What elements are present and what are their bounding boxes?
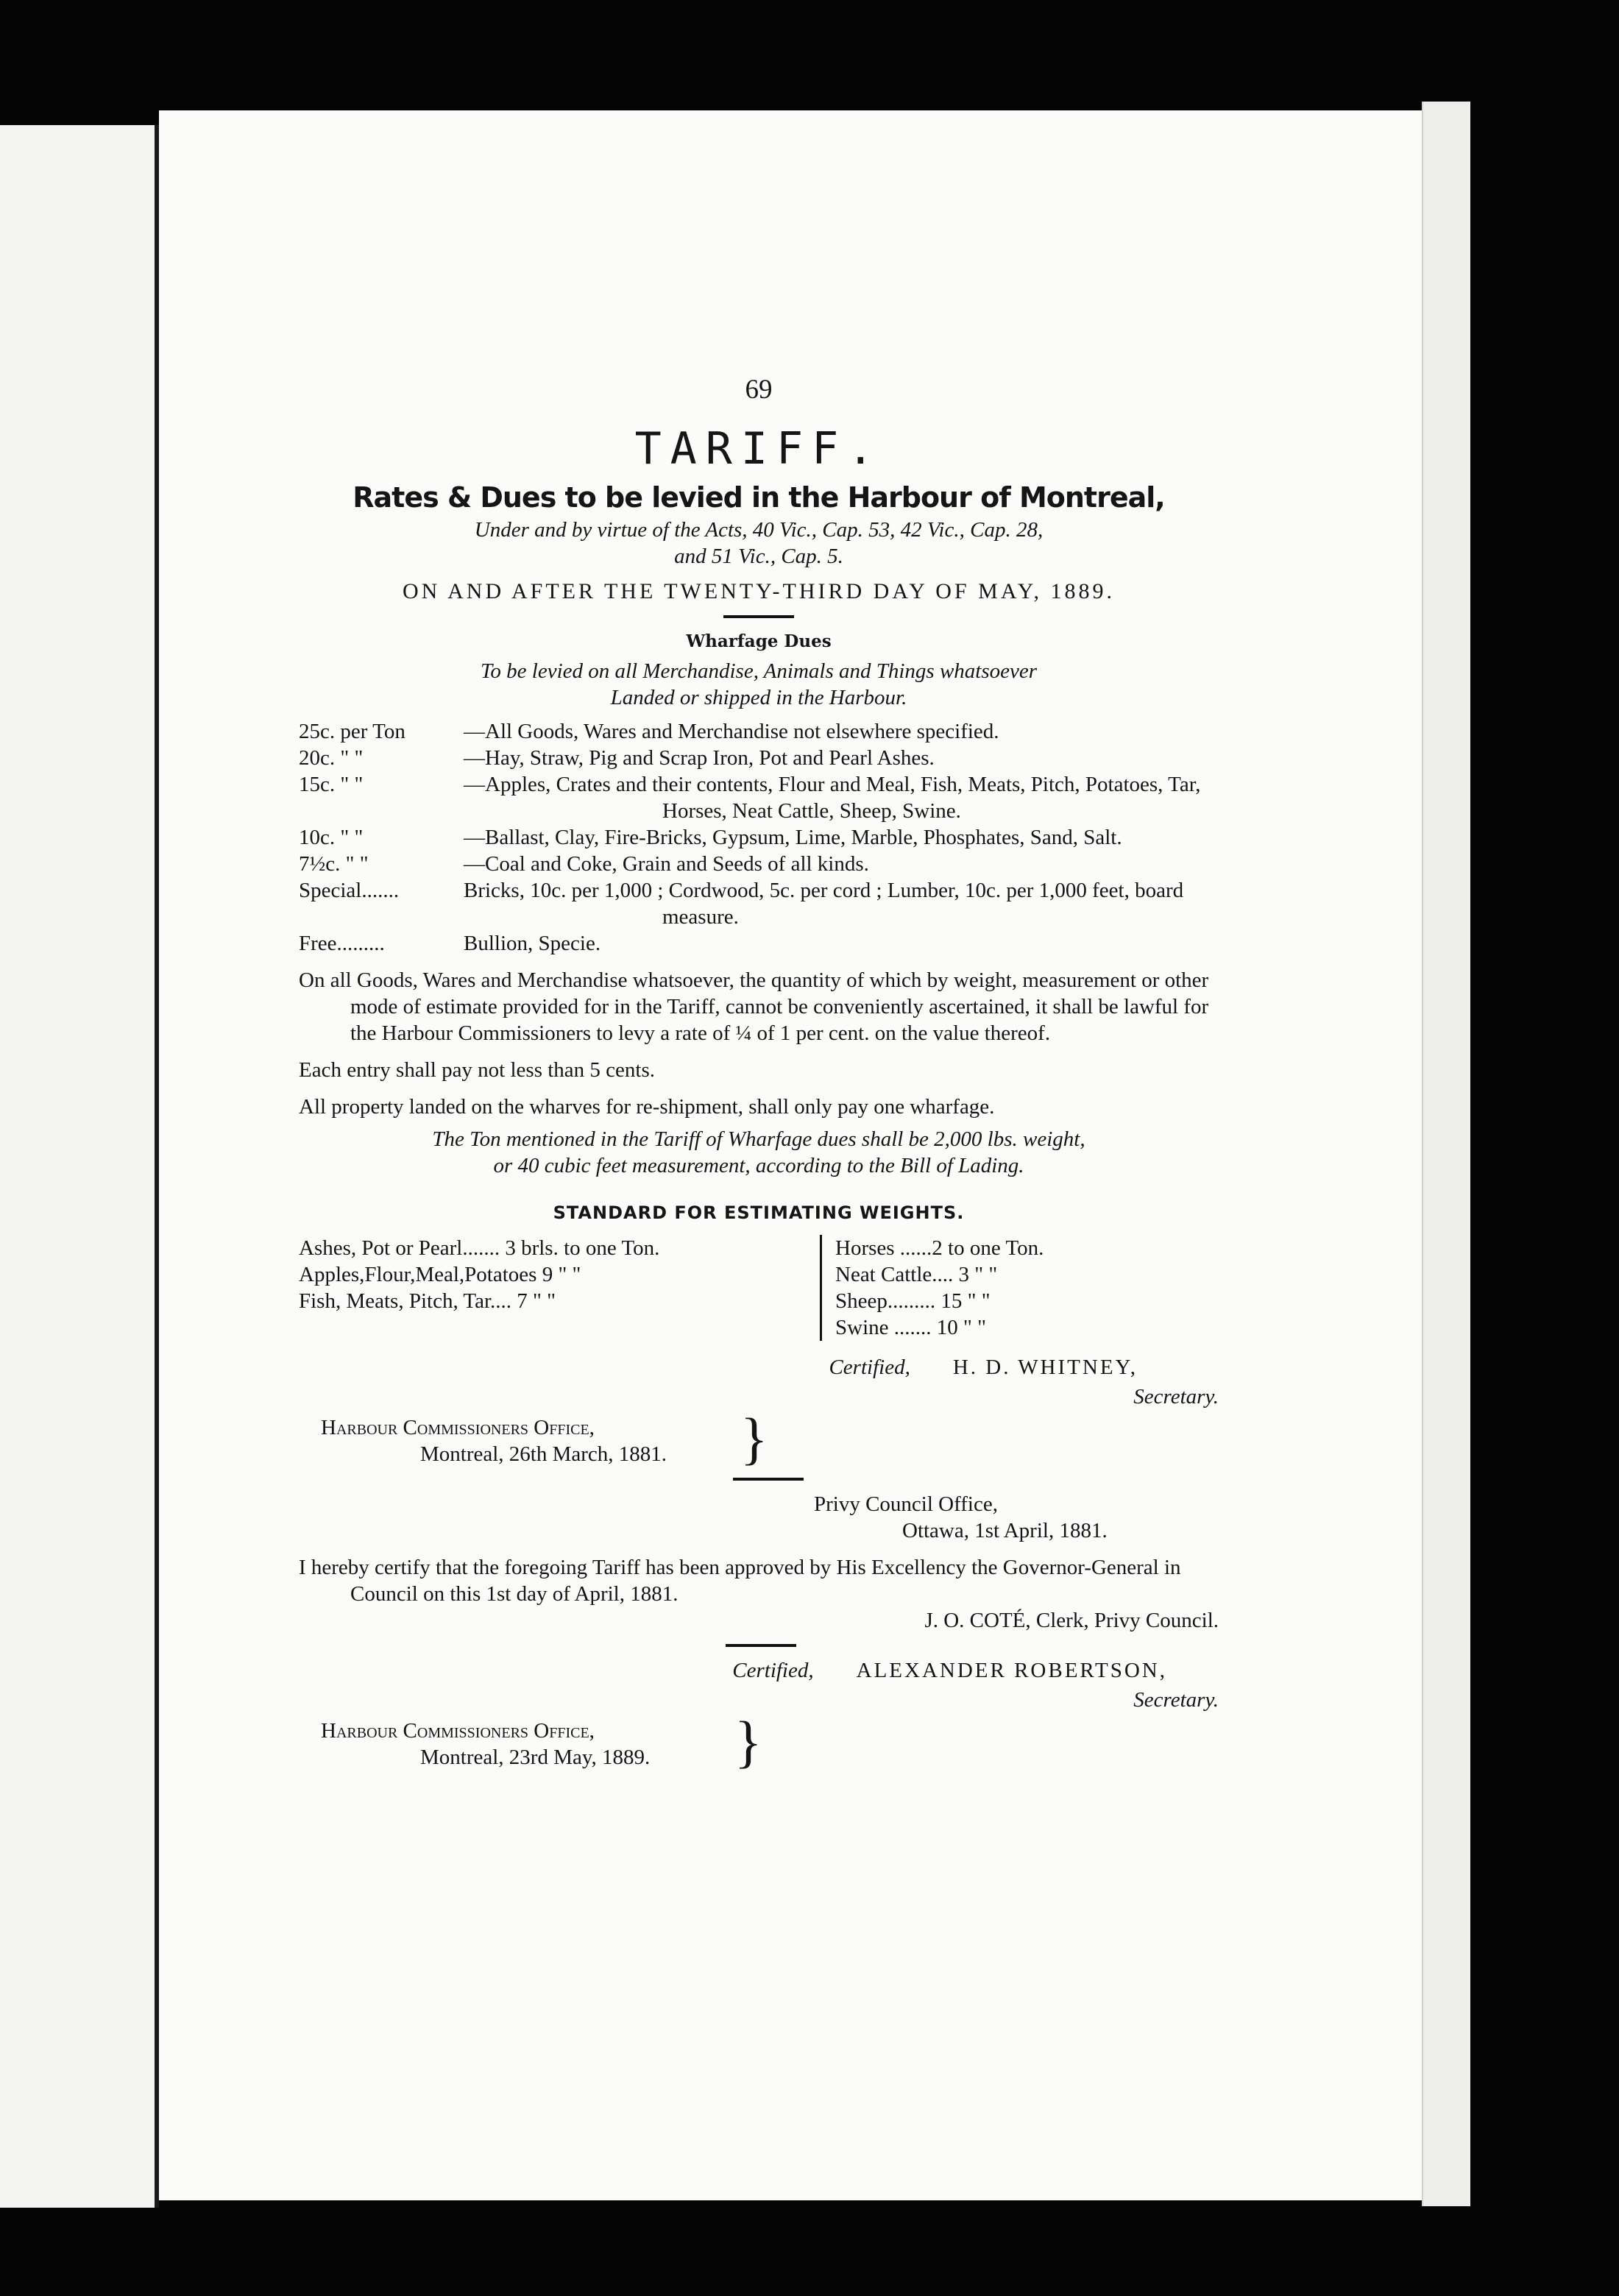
clerk-signature: J. O. COTÉ, Clerk, Privy Council. — [924, 1609, 1219, 1632]
rate-row — [299, 877, 1219, 930]
wharfage-subtitle-2: Landed or shipped in the Harbour. — [610, 686, 907, 709]
rates-list — [299, 718, 1219, 957]
standard-row: Sheep......... 15 " " — [835, 1289, 991, 1313]
divider — [723, 615, 794, 618]
privy-office-date: Ottawa, 1st April, 1881. — [902, 1519, 1108, 1542]
brace-symbol: } — [740, 1406, 768, 1470]
standard-row: Apples,Flour,Meal,Potatoes 9 " " — [299, 1263, 581, 1286]
rate-row — [299, 930, 1219, 957]
rate-description: —Coal and Coke, Grain and Seeds of all kinds. — [464, 852, 869, 876]
rate-description: —Ballast, Clay, Fire-Bricks, Gypsum, Lime, Marble, Phosphates, Sand, Salt. — [464, 826, 1122, 849]
rate-description: —Hay, Straw, Pig and Scrap Iron, Pot and Pearl Ashes. — [464, 746, 935, 770]
standard-weights-table — [299, 1235, 1219, 1341]
rate-description: Bricks, 10c. per 1,000 ; Cordwood, 5c. per cord ; Lumber, 10c. per 1,000 feet, board measure. — [464, 879, 1184, 929]
rate-amount: 7½c. " " — [299, 852, 369, 876]
certified-label: Certified, — [732, 1659, 814, 1682]
rate-row — [299, 745, 1219, 771]
ton-note-2: or 40 cubic feet measurement, according to the Bill of Lading. — [493, 1154, 1024, 1177]
main-heading: Rates & Dues to be levied in the Harbour of Montreal, — [353, 481, 1165, 514]
rate-amount: Special....... — [299, 879, 400, 902]
certification-2 — [299, 1657, 1219, 1684]
office-date: Montreal, 23rd May, 1889. — [420, 1746, 651, 1769]
acts-line-2: and 51 Vic., Cap. 5. — [674, 545, 843, 568]
standard-row: Ashes, Pot or Pearl....... 3 brls. to one Ton. — [299, 1236, 660, 1260]
rate-description: —All Goods, Wares and Merchandise not elsewhere specified. — [464, 720, 999, 743]
rate-amount: 20c. " " — [299, 746, 364, 770]
reshipment-paragraph: All property landed on the wharves for re-shipment, shall only pay one wharfage. — [299, 1095, 995, 1119]
standard-row: Swine ....... 10 " " — [835, 1316, 986, 1339]
certified-label: Certified, — [829, 1356, 910, 1379]
rate-row — [299, 851, 1219, 877]
page-title: TARIFF. — [634, 423, 883, 475]
left-page-edge — [0, 125, 159, 2208]
office-block-1 — [299, 1406, 1219, 1470]
rate-row — [299, 718, 1219, 745]
standard-row: Horses ......2 to one Ton. — [835, 1236, 1044, 1260]
rate-amount: 10c. " " — [299, 826, 364, 849]
rate-amount: Free......... — [299, 932, 385, 955]
standard-left-column — [299, 1235, 820, 1341]
page-content — [299, 375, 1219, 1774]
certification-paragraph: I hereby certify that the foregoing Tariff has been approved by His Excellency the Governor-General in Council on this 1st day of April, 1881. — [299, 1556, 1181, 1606]
wharfage-title: Wharfage Dues — [686, 631, 832, 651]
rate-description: Bullion, Specie. — [464, 932, 601, 955]
page-number: 69 — [745, 375, 773, 405]
signatory-role: Secretary. — [1133, 1385, 1219, 1409]
document-page — [159, 110, 1422, 2200]
divider — [726, 1644, 796, 1647]
signatory-name: H. D. WHITNEY, — [952, 1356, 1138, 1379]
signatory-role: Secretary. — [1133, 1688, 1219, 1712]
standard-row: Neat Cattle.... 3 " " — [835, 1263, 998, 1286]
office-date: Montreal, 26th March, 1881. — [420, 1442, 667, 1466]
certification-1 — [299, 1354, 1219, 1381]
rate-description: —Apples, Crates and their contents, Flour and Meal, Fish, Meats, Pitch, Potatoes, Tar, Horses, Neat Cattle, Sheep, Swine. — [464, 773, 1201, 823]
rate-amount: 15c. " " — [299, 773, 364, 796]
effective-date: ON AND AFTER THE TWENTY-THIRD DAY OF MAY, 1889. — [402, 579, 1116, 603]
ton-note-1: The Ton mentioned in the Tariff of Wharfage dues shall be 2,000 lbs. weight, — [432, 1127, 1085, 1151]
rate-amount: 25c. per Ton — [299, 720, 405, 743]
page-edge — [1422, 102, 1470, 2206]
office-name: Harbour Commissioners Office, — [321, 1719, 595, 1743]
entry-paragraph: Each entry shall pay not less than 5 cents. — [299, 1058, 656, 1082]
standard-title: STANDARD FOR ESTIMATING WEIGHTS. — [553, 1202, 965, 1223]
signatory-name: ALEXANDER ROBERTSON, — [856, 1659, 1167, 1682]
standard-row: Fish, Meats, Pitch, Tar.... 7 " " — [299, 1289, 556, 1313]
brace-symbol: } — [734, 1709, 762, 1774]
rate-row — [299, 824, 1219, 851]
rate-row — [299, 771, 1219, 824]
divider — [733, 1478, 804, 1481]
wharfage-subtitle-1: To be levied on all Merchandise, Animals and Things whatsoever — [480, 659, 1038, 683]
acts-line-1: Under and by virtue of the Acts, 40 Vic., Cap. 53, 42 Vic., Cap. 28, — [474, 518, 1044, 542]
privy-office-name: Privy Council Office, — [814, 1492, 998, 1516]
standard-right-column — [820, 1235, 1219, 1341]
goods-paragraph: On all Goods, Wares and Merchandise whatsoever, the quantity of which by weight, measurement or other mode of estimate provided for in the Tariff, cannot be conveniently ascertained, it shall be lawful for the Harbour Commissioners to levy a rate of ¼ of 1 per cent. on the value thereof. — [299, 968, 1209, 1045]
office-name: Harbour Commissioners Office, — [321, 1416, 595, 1439]
office-block-2 — [299, 1709, 1219, 1774]
